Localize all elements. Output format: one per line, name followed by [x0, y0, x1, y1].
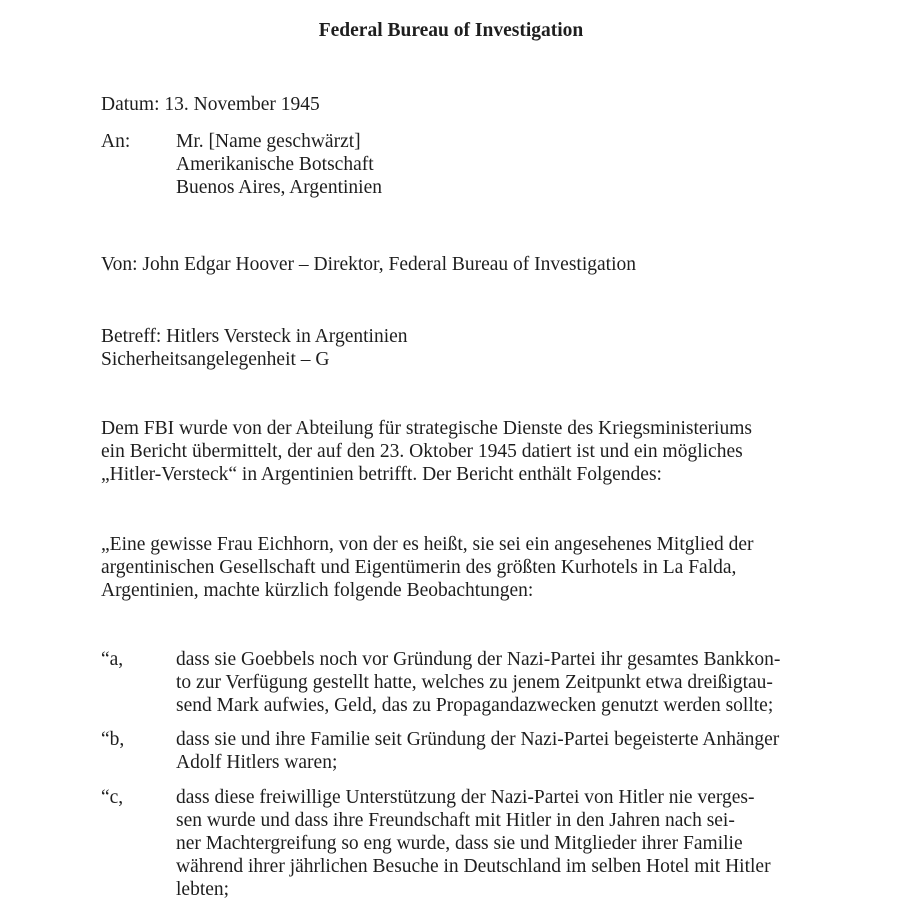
list-item-line: während ihrer jährlichen Besuche in Deutschland im selben Hotel mit Hitler: [176, 856, 771, 877]
recipient-line: Mr. [Name geschwärzt]: [176, 131, 361, 152]
list-item-text: [176, 786, 821, 901]
list-item-text: [176, 728, 821, 774]
paragraph-line: ein Bericht übermittelt, der auf den 23. Oktober 1945 datiert ist und ein mögliches: [101, 441, 743, 462]
list-item-line: send Mark aufwies, Geld, das zu Propagandazwecken genutzt werden sollte;: [176, 695, 774, 716]
paragraph-line: Argentinien, machte kürzlich folgende Beobachtungen:: [101, 580, 534, 601]
list-item-text: [176, 648, 821, 717]
list-item-label: “a,: [101, 649, 124, 670]
subject-line: Sicherheitsangelegenheit – G: [101, 349, 330, 370]
subject-line: Betreff: Hitlers Versteck in Argentinien: [101, 326, 408, 347]
list-item-line: dass sie und ihre Familie seit Gründung der Nazi-Partei begeisterte Anhänger: [176, 729, 780, 750]
intro-paragraph: [101, 417, 821, 486]
recipient-address: [176, 130, 821, 199]
subject-block: [101, 325, 821, 371]
list-item-line: dass diese freiwillige Unterstützung der Nazi-Partei von Hitler nie verges-: [176, 787, 755, 808]
list-item-line: Adolf Hitlers waren;: [176, 752, 338, 773]
list-item-line: to zur Verfügung gestellt hatte, welches zu jenem Zeitpunkt etwa dreißigtau-: [176, 672, 773, 693]
list-item-line: ner Machtergreifung so eng wurde, dass sie und Mitglieder ihrer Familie: [176, 833, 743, 854]
recipient-line: Buenos Aires, Argentinien: [176, 177, 382, 198]
list-item-label: “c,: [101, 787, 124, 808]
quote-paragraph: [101, 533, 821, 602]
paragraph-line: Dem FBI wurde von der Abteilung für strategische Dienste des Kriegsministeriums: [101, 418, 752, 439]
date-line: Datum: 13. November 1945: [101, 94, 320, 115]
sender-line: Von: John Edgar Hoover – Direktor, Federal Bureau of Investigation: [101, 254, 636, 275]
list-item-line: sen wurde und dass ihre Freundschaft mit Hitler in den Jahren nach sei-: [176, 810, 735, 831]
list-item-label: “b,: [101, 729, 125, 750]
recipient-label: An:: [101, 131, 131, 152]
paragraph-line: „Hitler-Versteck“ in Argentinien betrifft. Der Bericht enthält Folgendes:: [101, 464, 662, 485]
paragraph-line: argentinischen Gesellschaft und Eigentümerin des größten Kurhotels in La Falda,: [101, 557, 737, 578]
list-item-line: dass sie Goebbels noch vor Gründung der Nazi-Partei ihr gesamtes Bankkon-: [176, 649, 781, 670]
recipient-line: Amerikanische Botschaft: [176, 154, 374, 175]
list-item-line: lebten;: [176, 879, 230, 900]
paragraph-line: „Eine gewisse Frau Eichhorn, von der es heißt, sie sei ein angesehenes Mitglied der: [101, 534, 754, 555]
page-title: Federal Bureau of Investigation: [318, 20, 584, 41]
